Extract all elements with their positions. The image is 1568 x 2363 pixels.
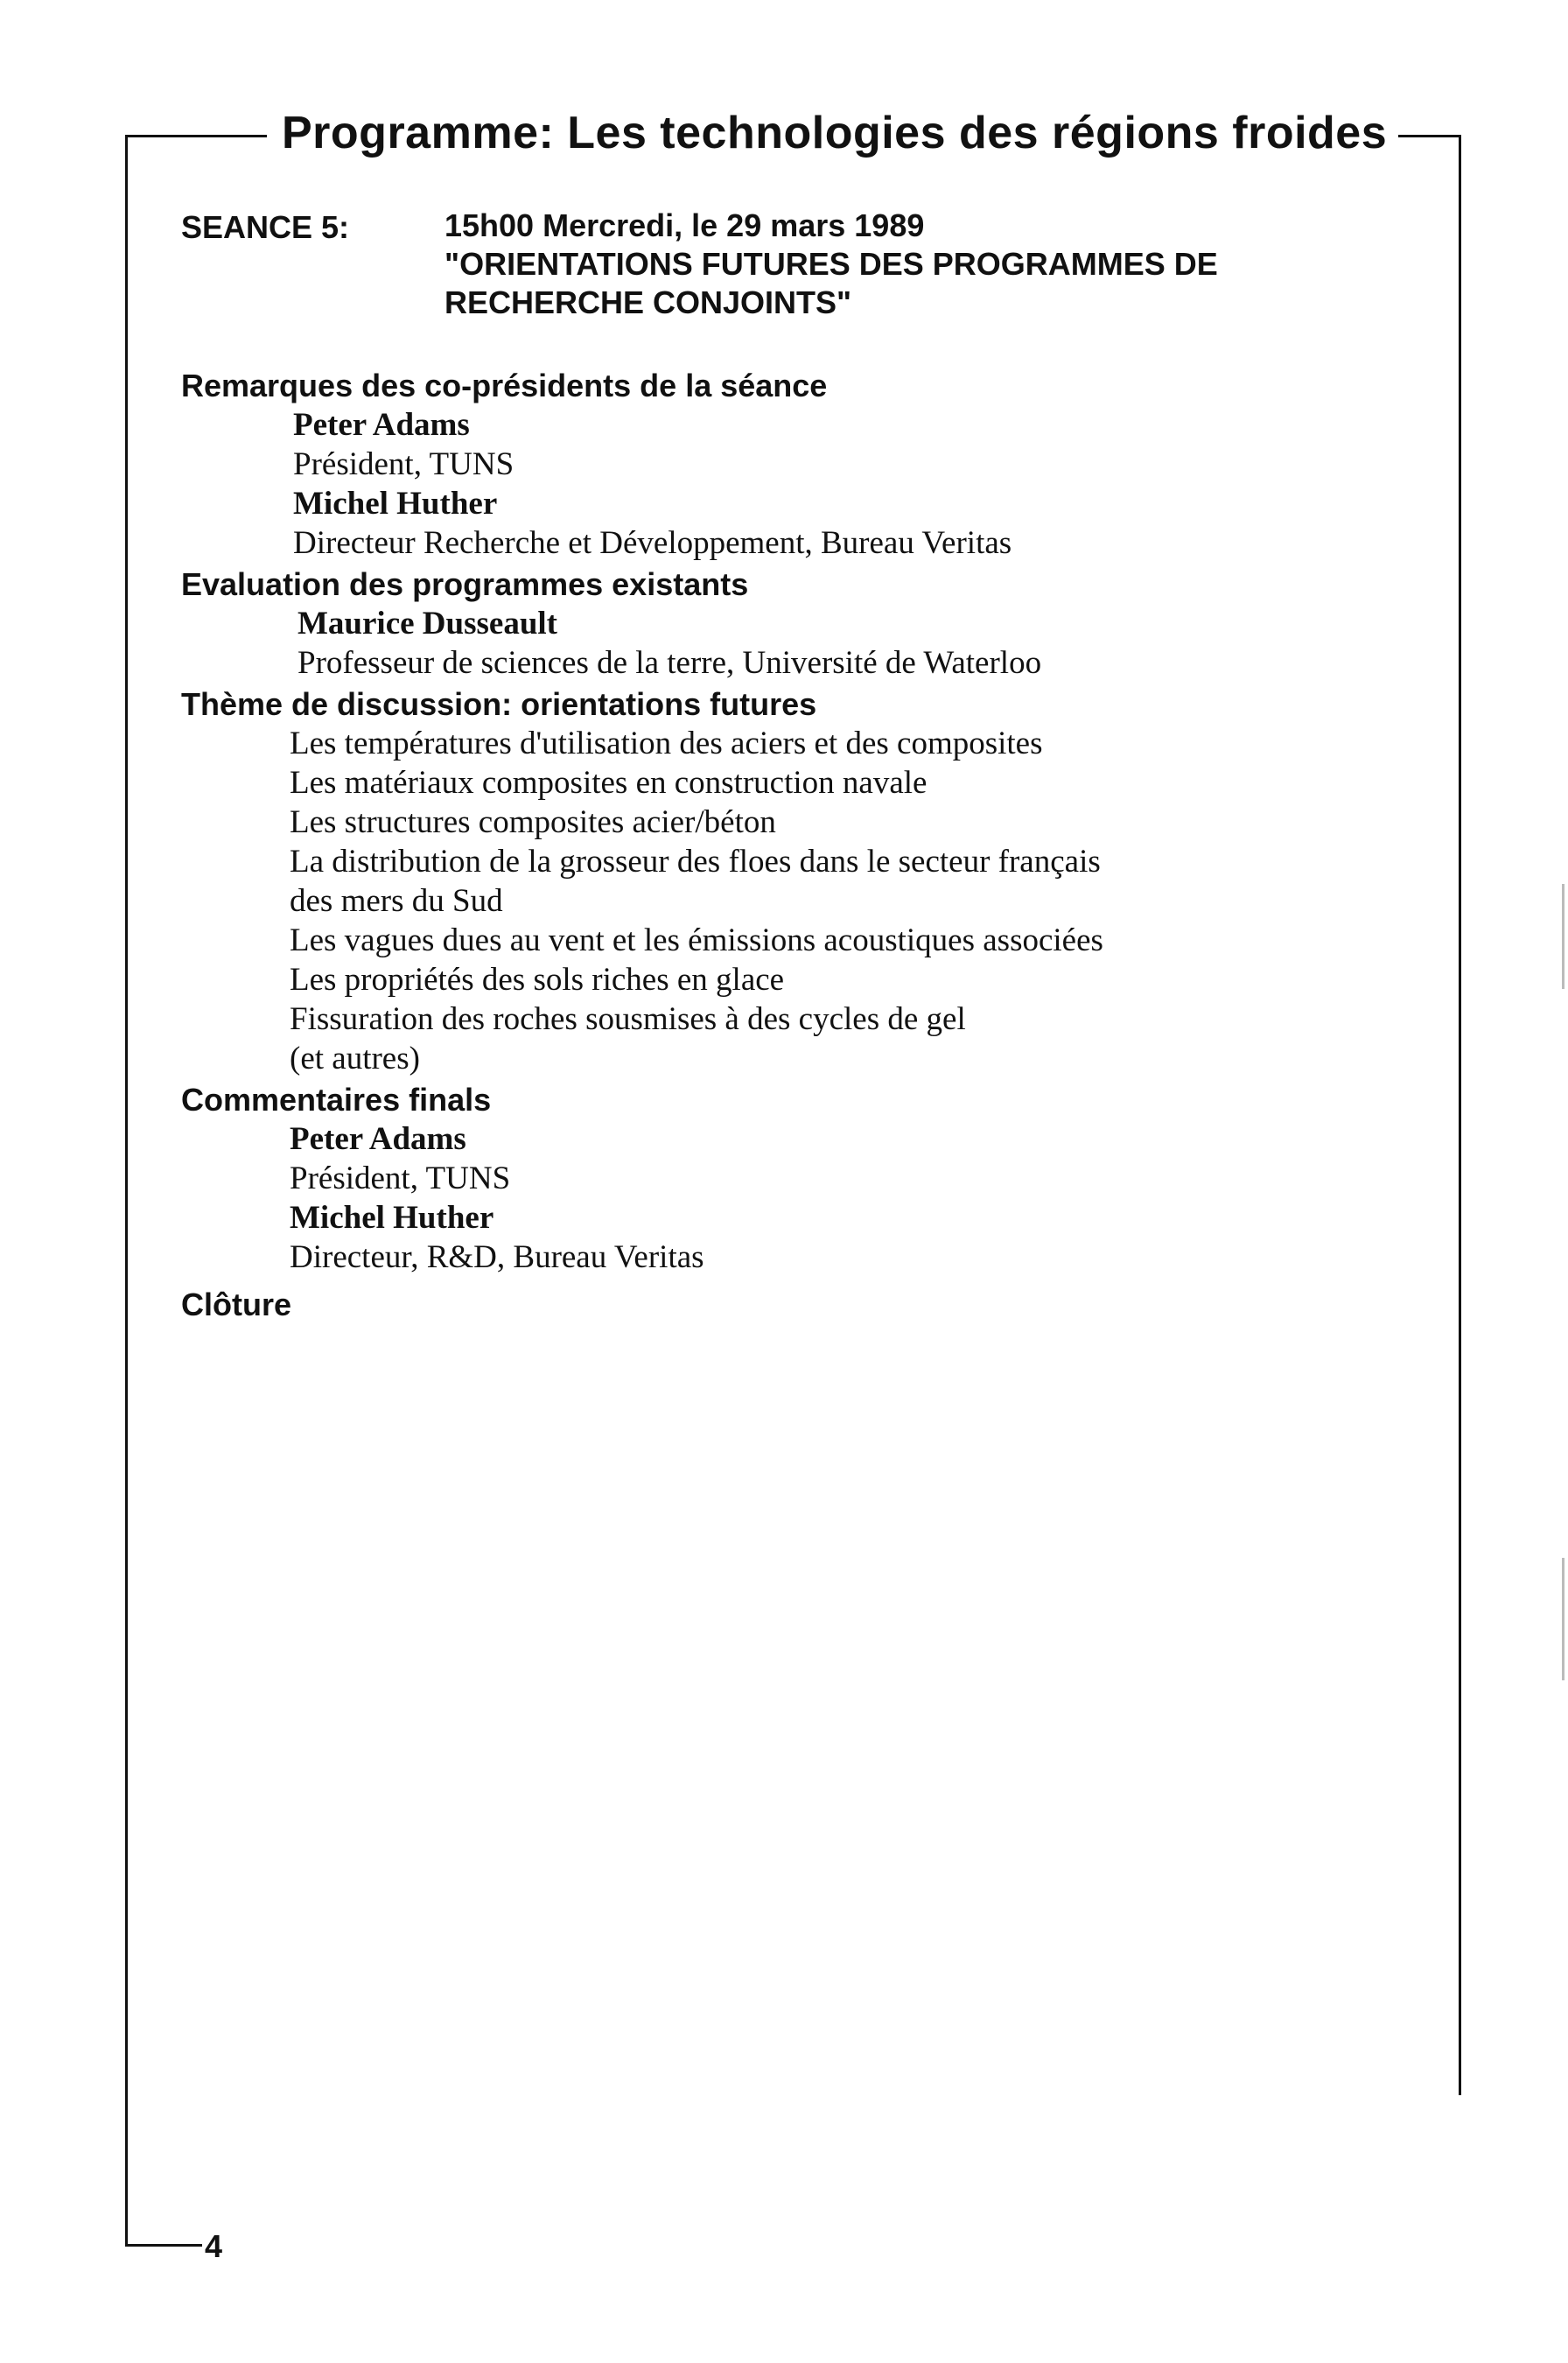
frame-top-rule-left	[127, 135, 267, 137]
section-heading-evaluation: Evaluation des programmes existants	[181, 566, 749, 602]
discussion-topic: Les températures d'utilisation des aciers et des composites	[290, 726, 1043, 761]
discussion-topic: Les vagues dues au vent et les émissions acoustiques associées	[290, 922, 1103, 958]
discussion-topic: Les structures composites acier/béton	[290, 804, 776, 840]
discussion-topic: Les matériaux composites en construction navale	[290, 765, 928, 801]
session-theme-line-1: "ORIENTATIONS FUTURES DES PROGRAMMES DE	[444, 246, 1218, 282]
speaker-title: Directeur Recherche et Développement, Bureau Veritas	[293, 525, 1012, 561]
frame-left-rule	[125, 135, 128, 2246]
speaker-title: Professeur de sciences de la terre, Université de Waterloo	[298, 645, 1042, 681]
frame-top-rule-right	[1398, 135, 1461, 137]
section-heading-closing: Clôture	[181, 1287, 291, 1322]
speaker-title: Président, TUNS	[290, 1160, 511, 1196]
speaker-name: Michel Huther	[293, 486, 498, 522]
section-heading-final-comments: Commentaires finals	[181, 1082, 492, 1118]
discussion-topic: Les propriétés des sols riches en glace	[290, 962, 785, 998]
frame-right-rule	[1459, 135, 1461, 2095]
speaker-name: Peter Adams	[290, 1121, 466, 1157]
section-heading-remarks: Remarques des co-présidents de la séance	[181, 368, 828, 403]
page-title: Programme: Les technologies des régions froides	[282, 108, 1388, 158]
scan-edge-mark	[1562, 1558, 1564, 1680]
session-label: SEANCE 5:	[181, 209, 350, 245]
speaker-name: Michel Huther	[290, 1200, 494, 1236]
speaker-title: Président, TUNS	[293, 446, 514, 482]
discussion-topic-continuation: des mers du Sud	[290, 883, 503, 919]
page-number: 4	[205, 2228, 223, 2264]
session-datetime: 15h00 Mercredi, le 29 mars 1989	[444, 207, 925, 243]
scan-edge-mark	[1562, 884, 1564, 989]
discussion-topic: (et autres)	[290, 1041, 420, 1076]
discussion-topic: La distribution de la grosseur des floes dans le secteur français	[290, 844, 1101, 880]
speaker-title: Directeur, R&D, Bureau Veritas	[290, 1239, 704, 1275]
discussion-topic: Fissuration des roches sousmises à des cycles de gel	[290, 1001, 966, 1037]
speaker-name: Maurice Dusseault	[298, 606, 557, 642]
session-theme-line-2: RECHERCHE CONJOINTS"	[444, 284, 852, 320]
session-info	[444, 207, 1218, 322]
speaker-name: Peter Adams	[293, 407, 470, 443]
frame-bottom-rule	[125, 2244, 202, 2247]
section-heading-discussion: Thème de discussion: orientations futures	[181, 686, 817, 722]
